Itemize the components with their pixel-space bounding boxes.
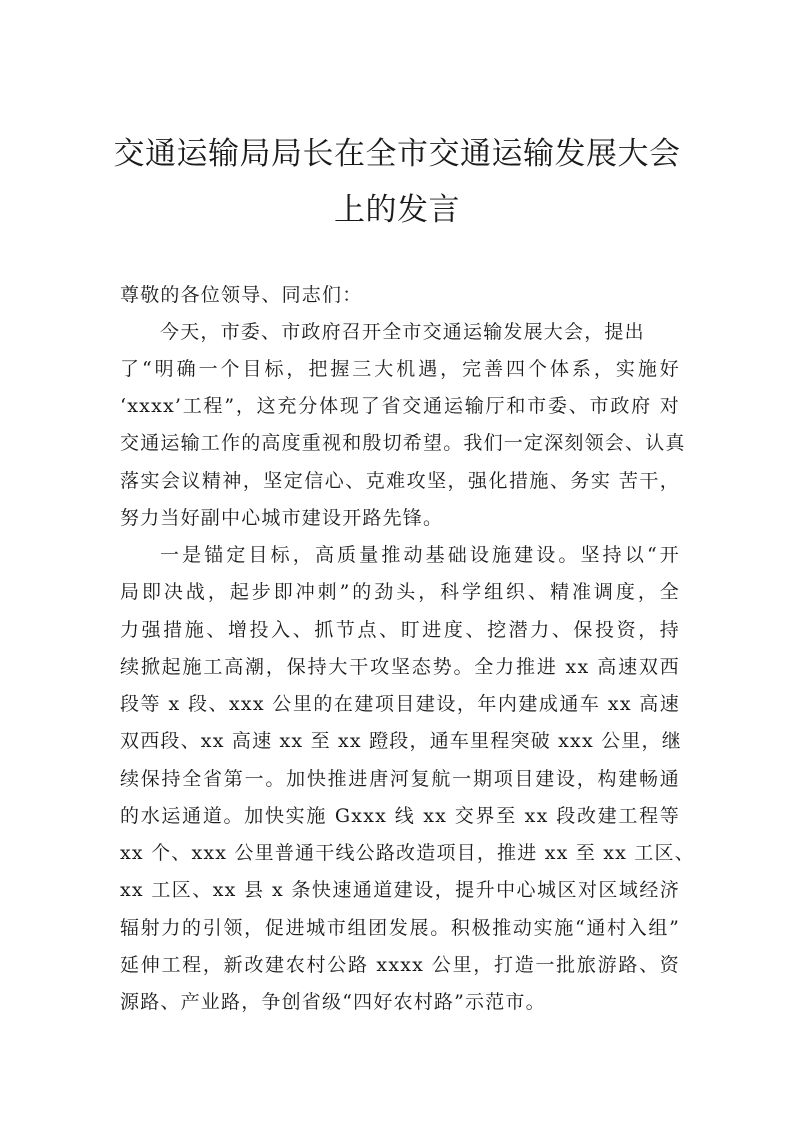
paragraph-2-line-3: 力强措施、增投入、抓节点、盯进度、挖潜力、保投资，持: [120, 619, 680, 641]
paragraph-2-line-9: xx 个、xxx 公里普通干线公路改造项目，推进 xx 至 xx 工区、: [120, 842, 695, 864]
paragraph-1-line-5: 落实会议精神，坚定信心、克难攻坚，强化措施、务实 苦干，: [120, 470, 680, 492]
paragraph-1-line-3: ‘xxxx’工程”，这充分体现了省交通运输厅和市委、市政府 对: [120, 395, 680, 417]
paragraph-2-line-11: 辐射力的引领，促进城市组团发展。积极推动实施“通村入组”: [120, 917, 680, 939]
paragraph-1-line-1: 今天，市委、市政府召开全市交通运输发展大会，提出: [160, 321, 645, 343]
paragraph-1-line-2: 了“明确一个目标，把握三大机遇，完善四个体系，实施好: [120, 358, 680, 380]
paragraph-2-line-1: 一是锚定目标，高质量推动基础设施建设。坚持以“开: [160, 544, 680, 566]
paragraph-2-line-8: 的水运通道。加快实施 Gxxx 线 xx 交界至 xx 段改建工程等: [120, 805, 680, 827]
salutation: 尊敬的各位领导、同志们：: [120, 284, 363, 306]
paragraph-2-line-7: 续保持全省第一。加快推进唐河复航一期项目建设，构建畅通: [120, 768, 680, 790]
paragraph-1-line-4: 交通运输工作的高度重视和殷切希望。我们一定深刻领会、认真: [120, 432, 686, 454]
paragraph-2-line-10: xx 工区、xx 县 x 条快速通道建设，提升中心城区对区域经济: [120, 879, 680, 901]
paragraph-1-line-6: 努力当好副中心城市建设开路先锋。: [120, 507, 444, 529]
paragraph-2-line-2: 局即决战，起步即冲刺”的劲头，科学组织、精准调度，全: [120, 581, 680, 603]
paragraph-2-line-5: 段等 x 段、xxx 公里的在建项目建设，年内建成通车 xx 高速: [120, 693, 680, 715]
document-title-line-1: 交通运输局局长在全市交通运输发展大会: [113, 136, 681, 172]
document-title-line-2: 上的发言: [334, 192, 460, 228]
paragraph-2-line-13: 源路、产业路，争创省级“四好农村路”示范市。: [120, 991, 546, 1013]
paragraph-2-line-12: 延伸工程，新改建农村公路 xxxx 公里，打造一批旅游路、资: [120, 954, 680, 976]
paragraph-2-line-6: 双西段、xx 高速 xx 至 xx 蹬段，通车里程突破 xxx 公里，继: [120, 730, 682, 752]
paragraph-2-line-4: 续掀起施工高潮，保持大干攻坚态势。全力推进 xx 高速双西: [120, 656, 680, 678]
